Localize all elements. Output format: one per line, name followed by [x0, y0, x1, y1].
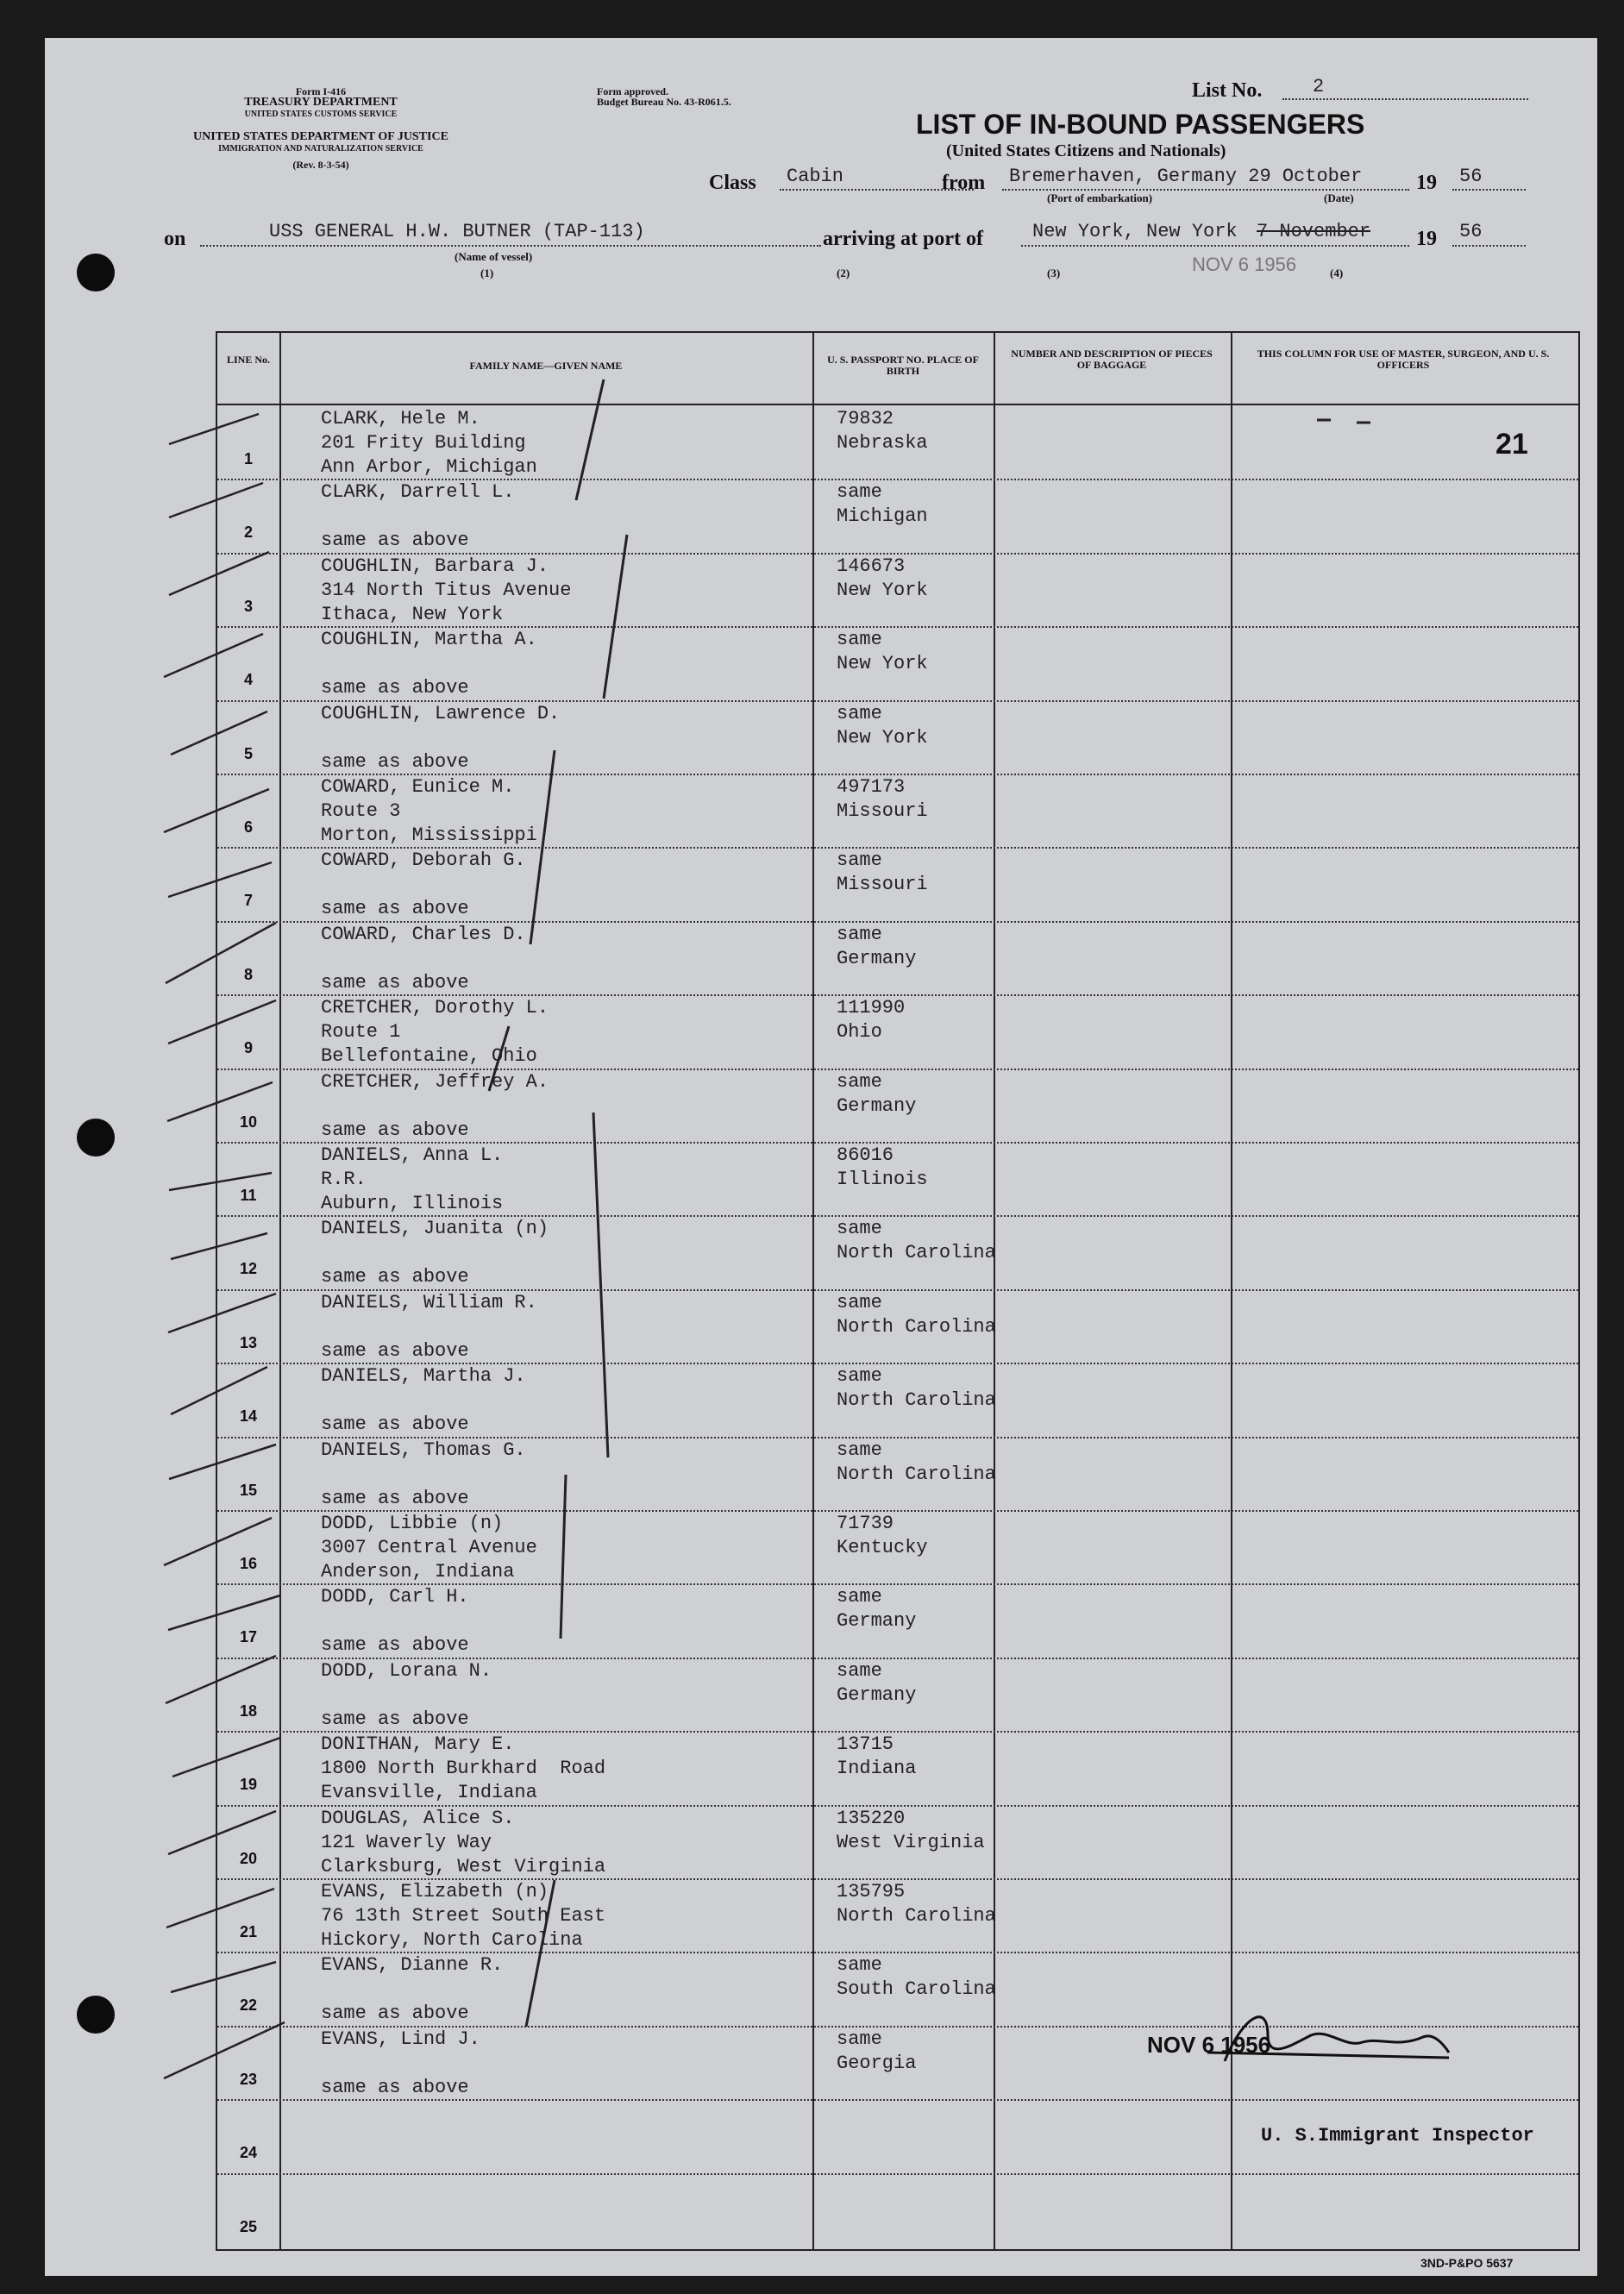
- line-number: 1: [243, 450, 253, 467]
- justice-department: UNITED STATES DEPARTMENT OF JUSTICE: [193, 130, 448, 143]
- passport-birthplace: same Germany: [837, 1586, 917, 1633]
- line-number: 4: [243, 671, 253, 689]
- passport-birthplace: same Missouri: [837, 849, 928, 896]
- line-number: 19: [239, 1776, 258, 1794]
- passport-birthplace: same North Carolina: [837, 1218, 996, 1264]
- check-mark: [172, 1738, 280, 1777]
- dash-mark: [1317, 420, 1370, 423]
- passenger-name-address: DODD, Carl H. same as above: [321, 1586, 469, 1657]
- check-mark: [171, 1233, 267, 1259]
- bracket-line: [576, 379, 604, 500]
- bracket-line: [593, 1113, 608, 1457]
- check-mark: [168, 1595, 280, 1630]
- line-number: 18: [239, 1702, 258, 1720]
- customs-service: UNITED STATES CUSTOMS SERVICE: [244, 110, 398, 119]
- column-header-baggage: NUMBER AND DESCRIPTION OF PIECES OF BAGGAGE: [1011, 348, 1213, 371]
- check-mark: [169, 552, 269, 595]
- passport-birthplace: same Georgia: [837, 2028, 917, 2074]
- passport-birthplace: same Germany: [837, 1659, 917, 1706]
- treasury-department: TREASURY DEPARTMENT: [244, 96, 398, 109]
- inspector-title: U. S.Immigrant Inspector: [1261, 2125, 1534, 2147]
- check-mark: [164, 1518, 272, 1565]
- bracket-line: [530, 750, 555, 944]
- column-header-name: FAMILY NAME—GIVEN NAME: [469, 360, 623, 372]
- document-title: LIST OF IN-BOUND PASSENGERS: [916, 109, 1365, 140]
- passenger-name-address: CLARK, Darrell L. same as above: [321, 481, 515, 552]
- list-no-value: 2: [1313, 76, 1325, 97]
- bracket-line: [561, 1475, 566, 1639]
- embarkation-port: Bremerhaven, Germany 29 October: [1009, 166, 1363, 187]
- line-number: 14: [239, 1407, 258, 1426]
- check-mark: [168, 1000, 276, 1044]
- line-number: 25: [239, 2217, 258, 2235]
- passport-birthplace: 13715 Indiana: [837, 1733, 917, 1780]
- document-subtitle: (United States Citizens and Nationals): [946, 141, 1226, 160]
- check-mark: [168, 1294, 276, 1332]
- passport-birthplace: same South Carolina: [837, 1954, 996, 2001]
- passenger-name-address: DONITHAN, Mary E. 1800 North Burkhard Road Evansville, Indiana: [321, 1733, 606, 1804]
- form-approved: Form approved.: [597, 85, 669, 97]
- line-number: 5: [243, 744, 253, 762]
- line-number: 20: [239, 1849, 258, 1867]
- col-num-2: (2): [837, 266, 850, 279]
- passenger-name-address: EVANS, Dianne R. same as above: [321, 1954, 504, 2025]
- check-mark: [166, 1889, 274, 1927]
- passenger-name-address: CLARK, Hele M. 201 Frity Building Ann Arbor, Michigan: [321, 408, 537, 478]
- line-number: 23: [239, 2070, 258, 2088]
- immigration-service: IMMIGRATION AND NATURALIZATION SERVICE: [218, 144, 423, 154]
- check-mark: [164, 2022, 285, 2078]
- passenger-name-address: DANIELS, Martha J. same as above: [321, 1365, 526, 1436]
- line-number: 24: [239, 2144, 258, 2162]
- inspector-signature: [1207, 2017, 1449, 2061]
- vessel-caption: (Name of vessel): [455, 250, 533, 263]
- date-caption: (Date): [1324, 191, 1354, 204]
- passport-birthplace: 146673 New York: [837, 555, 928, 601]
- passenger-name-address: DOUGLAS, Alice S. 121 Waverly Way Clarksburg, West Virginia: [321, 1807, 606, 1877]
- arrival-year-prefix: 19: [1416, 228, 1437, 250]
- passenger-name-address: DANIELS, Anna L. R.R. Auburn, Illinois: [321, 1144, 504, 1214]
- check-mark: [169, 483, 263, 517]
- year-prefix: 19: [1416, 172, 1437, 194]
- revision-date: (Rev. 8-3-54): [292, 159, 349, 171]
- check-mark: [171, 711, 267, 755]
- passenger-name-address: EVANS, Elizabeth (n) 76 13th Street South East Hickory, North Carolina: [321, 1881, 606, 1951]
- check-mark: [164, 634, 263, 677]
- column-header-line-no: LINE No.: [226, 354, 270, 366]
- passport-birthplace: 111990 Ohio: [837, 997, 906, 1044]
- officer-note: 21: [1495, 428, 1528, 461]
- passport-birthplace: same New York: [837, 629, 928, 675]
- passenger-name-address: COUGHLIN, Barbara J. 314 North Titus Avenue Ithaca, New York: [321, 555, 572, 625]
- passenger-name-address: COWARD, Charles D. same as above: [321, 923, 526, 993]
- budget-bureau: Budget Bureau No. 43-R061.5.: [597, 96, 731, 108]
- bracket-line: [489, 1026, 509, 1091]
- line-number: 13: [239, 1333, 258, 1351]
- arrival-port: New York, New York: [1032, 221, 1238, 242]
- line-number: 12: [239, 1260, 258, 1278]
- passenger-name-address: COUGHLIN, Martha A. same as above: [321, 629, 537, 699]
- passport-birthplace: 135220 West Virginia: [837, 1807, 985, 1853]
- line-number: 8: [243, 965, 253, 983]
- check-marks: [164, 414, 285, 2078]
- line-number: 7: [243, 892, 253, 910]
- form-number: Form I-416: [295, 85, 347, 97]
- column-header-passport: U. S. PASSPORT NO. PLACE OF BIRTH: [827, 354, 979, 377]
- port-caption: (Port of embarkation): [1047, 191, 1153, 204]
- embarkation-year: 56: [1459, 166, 1483, 187]
- passenger-name-address: COWARD, Eunice M. Route 3 Morton, Mississippi: [321, 776, 537, 846]
- passenger-name-address: DODD, Libbie (n) 3007 Central Avenue Anderson, Indiana: [321, 1513, 537, 1583]
- line-number: 10: [239, 1113, 258, 1131]
- passenger-name-address: COUGHLIN, Lawrence D. same as above: [321, 702, 561, 773]
- check-mark: [167, 1082, 273, 1121]
- check-mark: [168, 1811, 276, 1854]
- passenger-name-address: DODD, Lorana N. same as above: [321, 1659, 492, 1730]
- check-mark: [164, 789, 269, 832]
- line-number: 21: [239, 1923, 258, 1940]
- class-label: Class: [709, 172, 756, 194]
- passenger-name-address: CRETCHER, Dorothy L. Route 1 Bellefontaine, Ohio: [321, 997, 549, 1068]
- line-number: 9: [243, 1039, 253, 1057]
- arrival-date-struck: 7 November: [1257, 221, 1371, 242]
- check-mark: [171, 1367, 267, 1414]
- bracket-lines: [489, 379, 1370, 2027]
- check-mark: [169, 1173, 272, 1190]
- line-number: 15: [239, 1481, 258, 1499]
- vessel-name: USS GENERAL H.W. BUTNER (TAP-113): [269, 221, 645, 242]
- passport-birthplace: same Michigan: [837, 481, 928, 528]
- received-stamp: NOV 6 1956: [1192, 254, 1297, 275]
- check-mark: [171, 1962, 276, 1992]
- footer-code: 3ND-P&PO 5637: [1420, 2256, 1514, 2270]
- passport-birthplace: 79832 Nebraska: [837, 408, 928, 454]
- check-mark: [168, 862, 272, 897]
- line-number: 2: [243, 523, 253, 542]
- passport-birthplace: same New York: [837, 702, 928, 749]
- line-number: 3: [243, 597, 253, 615]
- on-label: on: [164, 228, 186, 250]
- column-header-officers: THIS COLUMN FOR USE OF MASTER, SURGEON, AND U. S. OFFICERS: [1257, 348, 1550, 371]
- from-label: from: [942, 172, 986, 194]
- passport-birthplace: 71739 Kentucky: [837, 1513, 928, 1558]
- col-num-4: (4): [1330, 266, 1344, 279]
- passenger-name-address: COWARD, Deborah G. same as above: [321, 849, 526, 920]
- line-number: 16: [239, 1555, 258, 1572]
- passport-birthplace: same North Carolina: [837, 1438, 996, 1485]
- passenger-name-address: DANIELS, Juanita (n) same as above: [321, 1218, 549, 1288]
- passport-birthplace: same North Carolina: [837, 1291, 996, 1338]
- col-num-3: (3): [1047, 266, 1061, 279]
- class-value: Cabin: [787, 166, 844, 187]
- passport-birthplace: 135795 North Carolina: [837, 1881, 996, 1927]
- line-number: 22: [239, 1996, 258, 2015]
- check-mark: [166, 1656, 276, 1703]
- passport-birthplace: same Germany: [837, 1070, 917, 1117]
- line-number: 11: [240, 1187, 257, 1204]
- passenger-name-address: DANIELS, William R. same as above: [321, 1291, 537, 1362]
- arrival-year: 56: [1459, 221, 1483, 242]
- passport-birthplace: same Germany: [837, 923, 917, 969]
- passport-birthplace: 86016 Illinois: [837, 1144, 928, 1190]
- list-no-label: List No.: [1192, 79, 1263, 102]
- passenger-name-address: DANIELS, Thomas G. same as above: [321, 1438, 526, 1509]
- bracket-line: [526, 1880, 555, 2027]
- inspection-stamp-date: NOV 6 1956: [1147, 2032, 1271, 2058]
- line-number: 6: [243, 818, 253, 836]
- check-mark: [169, 1445, 276, 1479]
- line-number: 17: [239, 1628, 258, 1646]
- passport-birthplace: 497173 Missouri: [837, 776, 928, 822]
- bracket-line: [604, 535, 627, 699]
- arriving-label: arriving at port of: [823, 228, 983, 250]
- col-num-1: (1): [480, 266, 494, 279]
- passport-birthplace: same North Carolina: [837, 1365, 996, 1412]
- check-mark: [169, 414, 259, 444]
- passenger-name-address: EVANS, Lind J. same as above: [321, 2028, 480, 2098]
- passenger-name-address: CRETCHER, Jeffrey A. same as above: [321, 1070, 549, 1141]
- check-mark: [166, 923, 276, 983]
